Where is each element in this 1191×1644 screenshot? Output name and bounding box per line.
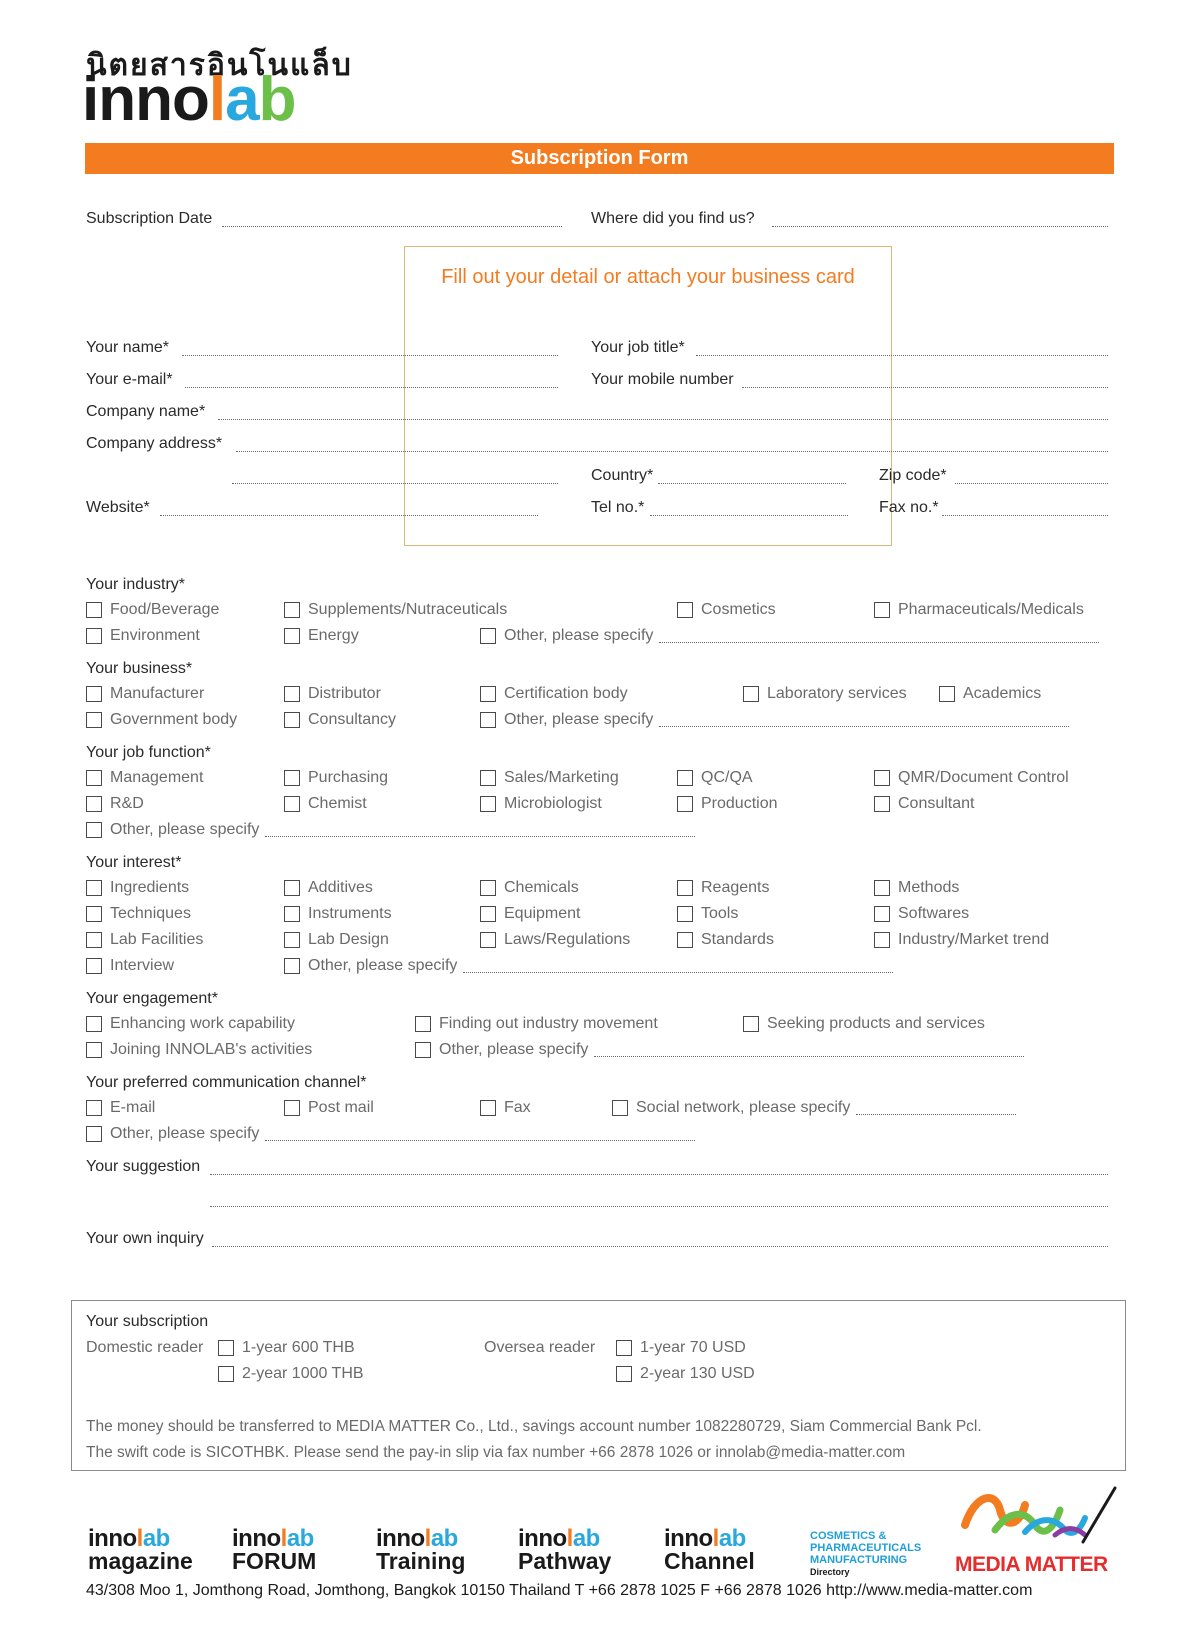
option-label: Certification body bbox=[504, 685, 628, 702]
cpm-directory-logo: COSMETICS & PHARMACEUTICALS MANUFACTURING Directory bbox=[810, 1530, 922, 1577]
checkbox[interactable] bbox=[874, 796, 890, 812]
option-label: 2-year 1000 THB bbox=[242, 1365, 364, 1382]
checkbox[interactable] bbox=[284, 796, 300, 812]
job-title-label: Your job title* bbox=[591, 339, 685, 356]
interest-reagents[interactable] bbox=[677, 878, 770, 898]
interest-other-field[interactable] bbox=[463, 959, 893, 973]
option-label: Post mail bbox=[308, 1099, 374, 1116]
suggestion-field-2[interactable] bbox=[210, 1193, 1108, 1207]
inquiry-label: Your own inquiry bbox=[86, 1230, 204, 1247]
checkbox[interactable] bbox=[284, 770, 300, 786]
checkbox[interactable] bbox=[218, 1366, 234, 1382]
job-management[interactable] bbox=[86, 768, 203, 788]
business-other-field[interactable] bbox=[659, 713, 1069, 727]
job-title-field[interactable] bbox=[696, 342, 1108, 356]
option-label: Chemist bbox=[308, 795, 367, 812]
checkbox[interactable] bbox=[677, 932, 693, 948]
option-label: Academics bbox=[963, 685, 1042, 702]
interest-ingredients[interactable] bbox=[86, 878, 189, 898]
option-label: 2-year 130 USD bbox=[640, 1365, 755, 1382]
form-title-bar: Subscription Form bbox=[85, 143, 1114, 174]
interest-lab-facilities[interactable] bbox=[86, 930, 203, 950]
checkbox[interactable] bbox=[415, 1016, 431, 1032]
checkbox[interactable] bbox=[86, 906, 102, 922]
option-label: Management bbox=[110, 769, 204, 786]
checkbox[interactable] bbox=[86, 958, 102, 974]
interest-instruments[interactable] bbox=[284, 904, 392, 924]
checkbox[interactable] bbox=[86, 1100, 102, 1116]
interest-laws[interactable] bbox=[480, 930, 630, 950]
checkbox[interactable] bbox=[480, 628, 496, 644]
business-other[interactable] bbox=[480, 710, 1069, 730]
job-other[interactable] bbox=[86, 820, 695, 840]
option-label: Techniques bbox=[110, 905, 191, 922]
checkbox[interactable] bbox=[86, 880, 102, 896]
interest-standards[interactable] bbox=[677, 930, 774, 950]
where-find-field[interactable] bbox=[772, 213, 1108, 227]
engagement-seeking[interactable] bbox=[743, 1014, 985, 1034]
engagement-joining[interactable] bbox=[86, 1040, 312, 1060]
channel-fax[interactable] bbox=[480, 1098, 531, 1118]
subscription-date-field[interactable] bbox=[222, 213, 562, 227]
checkbox[interactable] bbox=[86, 712, 102, 728]
innolab-forum-logo: innolab FORUM bbox=[232, 1525, 317, 1574]
checkbox[interactable] bbox=[86, 770, 102, 786]
option-label: Distributor bbox=[308, 685, 381, 702]
domestic-label: Domestic reader bbox=[86, 1339, 204, 1356]
country-field[interactable] bbox=[658, 470, 846, 484]
interest-interview[interactable] bbox=[86, 956, 174, 976]
media-matter-logo: MEDIA MATTER bbox=[955, 1553, 1108, 1576]
checkbox[interactable] bbox=[86, 628, 102, 644]
channel-label: Your preferred communication channel* bbox=[86, 1074, 367, 1091]
interest-methods[interactable] bbox=[874, 878, 959, 898]
checkbox[interactable] bbox=[480, 770, 496, 786]
option-label: Methods bbox=[898, 879, 960, 896]
checkbox[interactable] bbox=[480, 712, 496, 728]
checkbox[interactable] bbox=[874, 770, 890, 786]
business-government[interactable] bbox=[86, 710, 237, 730]
option-label: E-mail bbox=[110, 1099, 156, 1116]
company-address-field[interactable] bbox=[236, 438, 1108, 452]
checkbox[interactable] bbox=[743, 1016, 759, 1032]
option-label: Consultancy bbox=[308, 711, 397, 728]
option-label: R&D bbox=[110, 795, 144, 812]
engagement-finding[interactable] bbox=[415, 1014, 658, 1034]
option-label: Standards bbox=[701, 931, 774, 948]
subscription-label: Your subscription bbox=[86, 1313, 209, 1330]
mobile-label: Your mobile number bbox=[591, 371, 734, 388]
option-label: Lab Design bbox=[308, 931, 389, 948]
country-label: Country* bbox=[591, 467, 654, 484]
job-sales-marketing[interactable] bbox=[480, 768, 619, 788]
domestic-2-year[interactable] bbox=[218, 1364, 364, 1384]
option-label: QC/QA bbox=[701, 769, 753, 786]
industry-environment[interactable] bbox=[86, 626, 200, 646]
option-label: Equipment bbox=[504, 905, 581, 922]
checkbox[interactable] bbox=[86, 1042, 102, 1058]
oversea-2-year[interactable] bbox=[616, 1364, 755, 1384]
payment-note-1: The money should be transferred to MEDIA MATTER Co., Ltd., savings account number 1082280729, Siam Commercial Bank Pcl. bbox=[86, 1418, 982, 1435]
interest-lab-design[interactable] bbox=[284, 930, 389, 950]
channel-social[interactable] bbox=[612, 1098, 1016, 1118]
zip-field[interactable] bbox=[955, 470, 1108, 484]
option-label: Environment bbox=[110, 627, 200, 644]
option-label: Other, please specify bbox=[504, 627, 654, 644]
innolab-magazine-logo: innolab magazine bbox=[88, 1525, 193, 1574]
mobile-field[interactable] bbox=[742, 374, 1108, 388]
checkbox[interactable] bbox=[480, 1100, 496, 1116]
option-label: Additives bbox=[308, 879, 373, 896]
job-consultant[interactable] bbox=[874, 794, 975, 814]
option-label: Instruments bbox=[308, 905, 392, 922]
checkbox[interactable] bbox=[86, 1126, 102, 1142]
checkbox[interactable] bbox=[616, 1340, 632, 1356]
interest-softwares[interactable] bbox=[874, 904, 969, 924]
company-name-field[interactable] bbox=[218, 406, 1108, 420]
checkbox[interactable] bbox=[86, 932, 102, 948]
checkbox[interactable] bbox=[939, 686, 955, 702]
business-laboratory[interactable] bbox=[743, 684, 907, 704]
footer-address: 43/308 Moo 1, Jomthong Road, Jomthong, Bangkok 10150 Thailand T +66 2878 1025 F +66 2878 1026 http://www.media-matter.com bbox=[86, 1582, 1033, 1599]
checkbox[interactable] bbox=[86, 602, 102, 618]
innolab-channel-logo: innolab Channel bbox=[664, 1525, 755, 1574]
checkbox[interactable] bbox=[480, 906, 496, 922]
channel-email[interactable] bbox=[86, 1098, 155, 1118]
checkbox[interactable] bbox=[86, 822, 102, 838]
option-label: 1-year 70 USD bbox=[640, 1339, 746, 1356]
option-label: Food/Beverage bbox=[110, 601, 220, 618]
company-address-field-2[interactable] bbox=[232, 470, 558, 484]
inquiry-field[interactable] bbox=[212, 1233, 1108, 1247]
interest-techniques[interactable] bbox=[86, 904, 191, 924]
option-label: Other, please specify bbox=[308, 957, 458, 974]
option-label: Consultant bbox=[898, 795, 975, 812]
engagement-other-field[interactable] bbox=[594, 1043, 1024, 1057]
checkbox[interactable] bbox=[284, 602, 300, 618]
job-chemist[interactable] bbox=[284, 794, 367, 814]
checkbox[interactable] bbox=[677, 770, 693, 786]
innolab-training-logo: innolab Training bbox=[376, 1525, 466, 1574]
innolab-logo: innolab bbox=[82, 65, 296, 134]
where-find-label: Where did you find us? bbox=[591, 210, 755, 227]
option-label: QMR/Document Control bbox=[898, 769, 1069, 786]
interest-other[interactable] bbox=[284, 956, 893, 976]
oversea-label: Oversea reader bbox=[484, 1339, 596, 1356]
checkbox[interactable] bbox=[480, 932, 496, 948]
business-consultancy[interactable] bbox=[284, 710, 396, 730]
card-hint: Fill out your detail or attach your business card bbox=[441, 266, 855, 288]
option-label: Lab Facilities bbox=[110, 931, 204, 948]
checkbox[interactable] bbox=[284, 686, 300, 702]
option-label: Softwares bbox=[898, 905, 970, 922]
option-label: Joining INNOLAB's activities bbox=[110, 1041, 313, 1058]
checkbox[interactable] bbox=[616, 1366, 632, 1382]
checkbox[interactable] bbox=[874, 932, 890, 948]
industry-cosmetics[interactable] bbox=[677, 600, 776, 620]
job-qmr[interactable] bbox=[874, 768, 1069, 788]
job-rnd[interactable] bbox=[86, 794, 144, 814]
interest-label: Your interest* bbox=[86, 854, 182, 871]
industry-label: Your industry* bbox=[86, 576, 186, 593]
checkbox[interactable] bbox=[874, 602, 890, 618]
industry-other[interactable] bbox=[480, 626, 1099, 646]
industry-energy[interactable] bbox=[284, 626, 359, 646]
channel-other-field[interactable] bbox=[265, 1127, 695, 1141]
industry-supplements[interactable] bbox=[284, 600, 507, 620]
interest-market-trend[interactable] bbox=[874, 930, 1049, 950]
engagement-other[interactable] bbox=[415, 1040, 1024, 1060]
interest-chemicals[interactable] bbox=[480, 878, 579, 898]
channel-post-mail[interactable] bbox=[284, 1098, 374, 1118]
job-function-label: Your job function* bbox=[86, 744, 211, 761]
job-qc-qa[interactable] bbox=[677, 768, 753, 788]
option-label: Interview bbox=[110, 957, 175, 974]
business-manufacturer[interactable] bbox=[86, 684, 204, 704]
interest-additives[interactable] bbox=[284, 878, 373, 898]
option-label: Other, please specify bbox=[110, 1125, 260, 1142]
checkbox[interactable] bbox=[218, 1340, 234, 1356]
website-field[interactable] bbox=[160, 502, 538, 516]
checkbox[interactable] bbox=[284, 628, 300, 644]
media-matter-swirl-icon bbox=[955, 1480, 1125, 1550]
option-label: Other, please specify bbox=[439, 1041, 589, 1058]
option-label: Chemicals bbox=[504, 879, 579, 896]
option-label: Ingredients bbox=[110, 879, 190, 896]
checkbox[interactable] bbox=[284, 712, 300, 728]
email-label: Your e-mail* bbox=[86, 371, 173, 388]
checkbox[interactable] bbox=[284, 958, 300, 974]
domestic-1-year[interactable] bbox=[218, 1338, 355, 1358]
option-label: Laboratory services bbox=[767, 685, 907, 702]
option-label: Social network, please specify bbox=[636, 1099, 851, 1116]
job-other-field[interactable] bbox=[265, 823, 695, 837]
option-label: Pharmaceuticals/Medicals bbox=[898, 601, 1084, 618]
option-label: Industry/Market trend bbox=[898, 931, 1050, 948]
option-label: Laws/Regulations bbox=[504, 931, 631, 948]
option-label: 1-year 600 THB bbox=[242, 1339, 355, 1356]
option-label: Energy bbox=[308, 627, 359, 644]
name-field[interactable] bbox=[182, 342, 558, 356]
business-label: Your business* bbox=[86, 660, 193, 677]
website-label: Website* bbox=[86, 499, 150, 516]
company-name-label: Company name* bbox=[86, 403, 206, 420]
tel-label: Tel no.* bbox=[591, 499, 645, 516]
checkbox[interactable] bbox=[743, 686, 759, 702]
checkbox[interactable] bbox=[480, 880, 496, 896]
suggestion-label: Your suggestion bbox=[86, 1158, 201, 1175]
option-label: Supplements/Nutraceuticals bbox=[308, 601, 508, 618]
engagement-enhancing[interactable] bbox=[86, 1014, 295, 1034]
option-label: Manufacturer bbox=[110, 685, 205, 702]
option-label: Microbiologist bbox=[504, 795, 602, 812]
checkbox[interactable] bbox=[677, 880, 693, 896]
industry-pharmaceuticals[interactable] bbox=[874, 600, 1084, 620]
oversea-1-year[interactable] bbox=[616, 1338, 746, 1358]
checkbox[interactable] bbox=[86, 1016, 102, 1032]
option-label: Purchasing bbox=[308, 769, 389, 786]
suggestion-field[interactable] bbox=[210, 1161, 1108, 1175]
checkbox[interactable] bbox=[284, 932, 300, 948]
checkbox[interactable] bbox=[86, 686, 102, 702]
industry-food-beverage[interactable] bbox=[86, 600, 219, 620]
option-label: Cosmetics bbox=[701, 601, 776, 618]
checkbox[interactable] bbox=[284, 880, 300, 896]
checkbox[interactable] bbox=[612, 1100, 628, 1116]
interest-tools[interactable] bbox=[677, 904, 738, 924]
job-microbiologist[interactable] bbox=[480, 794, 602, 814]
payment-note-2: The swift code is SICOTHBK. Please send the pay-in slip via fax number +66 2878 1026 or innolab@media-matter.com bbox=[86, 1444, 906, 1461]
checkbox[interactable] bbox=[677, 602, 693, 618]
channel-social-field[interactable] bbox=[856, 1101, 1016, 1115]
email-field[interactable] bbox=[185, 374, 558, 388]
industry-other-field[interactable] bbox=[659, 629, 1099, 643]
name-label: Your name* bbox=[86, 339, 170, 356]
checkbox[interactable] bbox=[284, 1100, 300, 1116]
option-label: Fax bbox=[504, 1099, 531, 1116]
job-production[interactable] bbox=[677, 794, 778, 814]
option-label: Other, please specify bbox=[504, 711, 654, 728]
company-address-label: Company address* bbox=[86, 435, 223, 452]
engagement-label: Your engagement* bbox=[86, 990, 218, 1007]
option-label: Finding out industry movement bbox=[439, 1015, 658, 1032]
checkbox[interactable] bbox=[415, 1042, 431, 1058]
checkbox[interactable] bbox=[874, 880, 890, 896]
interest-equipment[interactable] bbox=[480, 904, 581, 924]
fax-field[interactable] bbox=[942, 502, 1108, 516]
option-label: Enhancing work capability bbox=[110, 1015, 295, 1032]
checkbox[interactable] bbox=[480, 686, 496, 702]
checkbox[interactable] bbox=[677, 796, 693, 812]
option-label: Tools bbox=[701, 905, 739, 922]
innolab-pathway-logo: innolab Pathway bbox=[518, 1525, 612, 1574]
business-distributor[interactable] bbox=[284, 684, 381, 704]
option-label: Reagents bbox=[701, 879, 770, 896]
channel-other[interactable] bbox=[86, 1124, 695, 1144]
fax-label: Fax no.* bbox=[879, 499, 939, 516]
option-label: Seeking products and services bbox=[767, 1015, 985, 1032]
option-label: Other, please specify bbox=[110, 821, 260, 838]
checkbox[interactable] bbox=[874, 906, 890, 922]
business-academics[interactable] bbox=[939, 684, 1041, 704]
checkbox[interactable] bbox=[86, 796, 102, 812]
checkbox[interactable] bbox=[284, 906, 300, 922]
option-label: Sales/Marketing bbox=[504, 769, 619, 786]
business-card-box bbox=[404, 246, 892, 546]
checkbox[interactable] bbox=[480, 796, 496, 812]
subscription-date-label: Subscription Date bbox=[86, 210, 213, 227]
job-purchasing[interactable] bbox=[284, 768, 388, 788]
tel-field[interactable] bbox=[650, 502, 848, 516]
checkbox[interactable] bbox=[677, 906, 693, 922]
zip-label: Zip code* bbox=[879, 467, 947, 484]
thai-logo-text: นิตยสารอินโนแล็บ bbox=[86, 48, 353, 83]
business-certification[interactable] bbox=[480, 684, 628, 704]
option-label: Production bbox=[701, 795, 778, 812]
option-label: Government body bbox=[110, 711, 238, 728]
